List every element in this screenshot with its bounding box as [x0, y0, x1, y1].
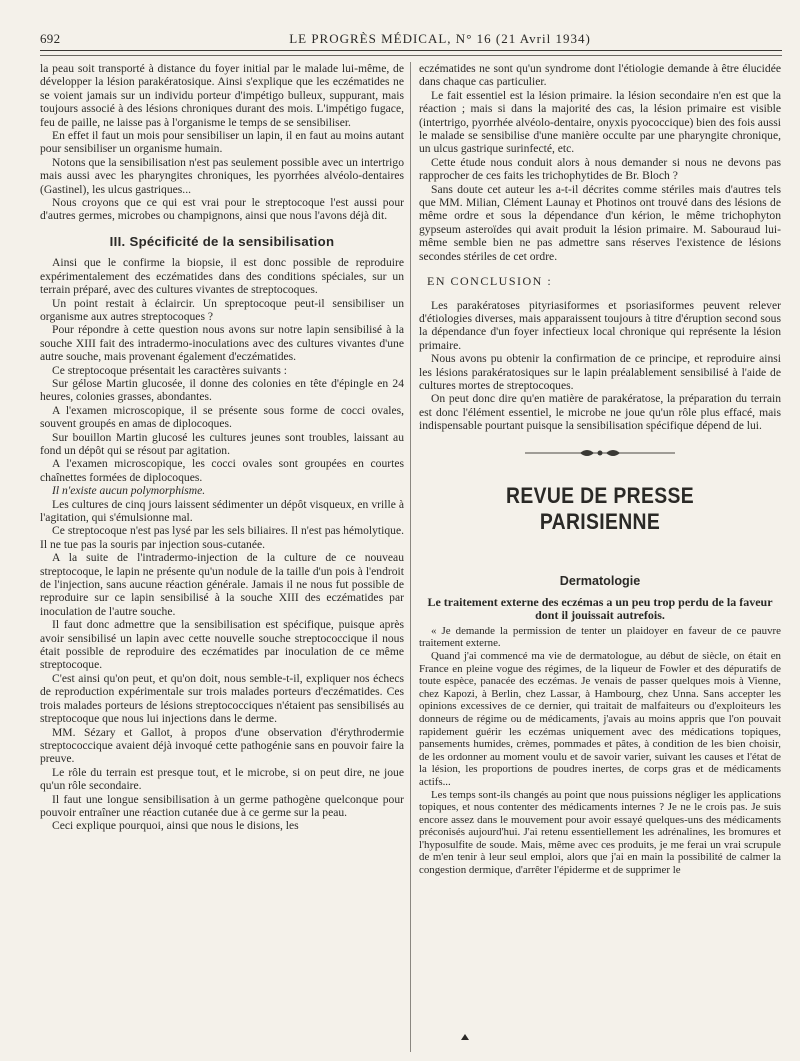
paragraph: Pour répondre à cette question nous avons sur notre lapin sensibilisé à la souche XIII fait des intradermo-inoculations avec des cultures vivantes d'une autre souche, mais provenant également d'eczématides. — [40, 323, 404, 364]
paragraph: En effet il faut un mois pour sensibiliser un lapin, il en faut au moins autant pour sensibiliser un organisme humain. — [40, 129, 404, 156]
paragraph: Nous avons pu obtenir la confirmation de ce principe, et reproduire ainsi les lésions parakératosiques sur le lapin préalablement sensibilisé à l'aide de cultures mortes de streptocoques. — [419, 352, 781, 392]
ornament-divider-icon — [525, 447, 675, 459]
paragraph: C'est ainsi qu'on peut, et qu'on doit, nous semble-t-il, expliquer nos échecs de reproduction expérimentale sur trois malades porteurs d'eczématides. Ces trois malades porteurs de lésions streptococciques n'étaient pas sensibilisés au streptocoque que nous lui injections dans le derme. — [40, 671, 404, 726]
running-title: LE PROGRÈS MÉDICAL, N° 16 (21 Avril 1934) — [289, 31, 591, 46]
paragraph: A la suite de l'intradermo-injection de la culture de ce nouveau streptocoque, le lapin ne présente qu'un nodule de la taille d'un pois à l'endroit de l'injection, sans aucune réaction générale. Jamais il ne nous fut possible de reproduire sur ce lapin sensibilisé à la souche XIII des eczématides par inoculation de l'autre souche. — [40, 551, 404, 618]
paragraph: Ainsi que le confirme la biopsie, il est donc possible de reproduire expérimentalement des eczématides dans des conditions spéciales, sur un terrain préparé, avec des cultures vivantes de streptocoques. — [40, 256, 404, 297]
paragraph: On peut donc dire qu'en matière de parakératose, la préparation du terrain est donc l'élément essentiel, le microbe ne joue qu'un rôle plus effacé, mais indispensable pourtant puisque la sensibilisation spécifique dépend de lui. — [419, 392, 781, 433]
paragraph: Le rôle du terrain est presque tout, et le microbe, si on peut dire, ne joue qu'un rôle secondaire. — [40, 765, 404, 793]
paragraph: Notons que la sensibilisation n'est pas seulement possible avec un intertrigo mais aussi avec les pharyngites chroniques, les pyorrhées alvéolo-dentaires (Gastinel), les ulcus gastriques... — [40, 155, 404, 196]
paragraph: Il faut donc admettre que la sensibilisation est spécifique, puisque après avoir sensibilisé un lapin avec cette nouvelle souche streptococcique il nous était possible de reproduire des eczématides par inoculation de ce même streptocoque. — [40, 618, 404, 672]
paragraph: Sur gélose Martin glucosée, il donne des colonies en tête d'épingle en 24 heures, colonies grasses, abondantes. — [40, 376, 404, 404]
paragraph: Les parakératoses pityriasiformes et psoriasiformes peuvent relever d'étiologies diverses, mais apparaissent toujours à titre d'éruption second sous la dépendance d'un foyer infectieux local chronique qui représente la lésion primaire. — [419, 298, 781, 352]
paragraph: Les temps sont-ils changés au point que nous puissions négliger les applications topiques, et nous contenter des médicaments internes ? Je ne le crois pas. Je suis encore assez dans le mouvement pour avoir essayé quelques-uns des médicaments préconisés aujourd'hui. J'ai retenu essentiellement les adrénalines, les bromures et l'hyposulfite de soude. Mais, même avec ces produits, je me ferai un vrai scrupule de m'en tenir à leur seul emploi, alors que j'ai en main la possibilité de calmer la congestion dermique, d'arrêter l'épiderme et de supprimer le — [419, 788, 781, 877]
paragraph: Nous croyons que ce qui est vrai pour le streptocoque l'est aussi pour d'autres germes, microbes ou champignons, ainsi que nous l'avons déjà dit. — [40, 196, 404, 223]
paragraph: Il faut une longue sensibilisation à un germe pathogène quelconque pour pouvoir entraîner une réaction cutanée due à ce germe sur la peau. — [40, 792, 404, 819]
paragraph: A l'examen microscopique, il se présente sous forme de cocci ovales, souvent groupés en amas de diplocoques. — [40, 403, 404, 431]
header-rule — [40, 50, 782, 51]
section-title: REVUE DE PRESSE PARISIENNE — [506, 482, 694, 534]
paragraph: « Je demande la permission de tenter un plaidoyer en faveur de ce pauvre traitement externe. — [419, 624, 781, 650]
italic-line: Il n'existe aucun polymorphisme. — [52, 484, 206, 498]
right-column — [419, 62, 781, 1052]
paragraph: eczématides ne sont qu'un syndrome dont l'étiologie demande à être élucidée dans chaque cas particulier. — [419, 62, 781, 89]
page-number: 692 — [40, 31, 61, 46]
header-rule-thin — [40, 55, 782, 56]
paragraph: Un point restait à éclaircir. Un spreptocoque peut-il sensibiliser un organisme aux autres streptocoques ? — [40, 296, 404, 323]
paragraph: la peau soit transporté à distance du foyer initial par le malade lui-même, de développer la lésion parakératosique. Ainsi s'explique que les eczématides ne se voient jamais sur un individu porteur d'impétigo bulleux, suppurant, mais toujours associé à des lésions chroniques durant des mois. L'impétigo fugace, feu de paille, ne laisse pas à l'organisme le temps de se sensibiliser. — [40, 62, 404, 129]
paragraph: Ceci explique pourquoi, ainsi que nous le disions, les — [52, 819, 299, 833]
paragraph: MM. Sézary et Gallot, à propos d'une observation d'érythrodermie streptococcique avaient déjà invoqué cette pathogénie sans en pouvoir faire la preuve. — [40, 725, 404, 766]
paragraph: A l'examen microscopique, les cocci ovales sont groupées en courtes chaînettes formées de diplocoques. — [40, 457, 404, 484]
running-header — [40, 31, 792, 47]
print-mark-icon — [460, 1032, 470, 1042]
paragraph: Ce streptocoque n'est pas lysé par les sels biliaires. Il n'est pas hémolytique. Il ne tue pas la souris par injection sous-cutanée. — [40, 524, 404, 551]
paragraph: Cette étude nous conduit alors à nous demander si nous ne devons pas rapprocher de ces faits les trichophytides de Br. Bloch ? — [419, 155, 781, 183]
section-heading: III. Spécificité de la sensibilisation — [109, 233, 335, 249]
subsection-heading: Dermatologie — [559, 573, 641, 588]
article-title: Le traitement externe des eczémas a un peu trop perdu de la faveur dont il jouissait autrefois. — [427, 594, 773, 623]
column-divider — [410, 62, 411, 1052]
paragraph: Les cultures de cinq jours laissent sédimenter un dépôt visqueux, en vrille à l'agitation, qui s'émulsionne mal. — [40, 497, 404, 524]
paragraph: Le fait essentiel est la lésion primaire. la lésion secondaire n'en est que la réaction ; mais si dans la majorité des cas, la lésion primaire est visible (intertrigo, pyorrhée alvéolo-dentaire, onyxis pyococcique) bien des fois aussi le malade se sensibilise d'une manière occulte par une pharyngite chronique, un ulcus gastrique surinfecté, etc. — [419, 88, 781, 156]
paragraph: Sur bouillon Martin glucosé les cultures jeunes sont troubles, laissant au fond un dépôt qui se résout par agitation. — [40, 430, 404, 457]
paragraph: Sans doute cet auteur les a-t-il décrites comme stériles mais d'autres tels que MM. Milian, Clément Launay et Photinos ont trouvé dans des lésions de même ordre et sous la dépendance d'un kérion, le même trichophyton gypseum asteroïdes qui avait produit la lésion primaire. M. Sabouraud lui-même semble bien ne pas admettre sans réserves l'existence de lésions secondes stériles de cet ordre. — [419, 182, 781, 263]
paragraph: Ce streptocoque présentait les caractères suivants : — [52, 363, 288, 377]
conclusion-heading: EN CONCLUSION : — [427, 274, 553, 289]
left-column — [40, 62, 404, 1052]
paragraph: Quand j'ai commencé ma vie de dermatologue, au début de siècle, on était en France en pleine vogue des régimes, de la liqueur de Fowler et des dépuratifs de toute espèce, panacée des eczémas. Je venais de passer quelques mois à Vienne, chez Kapozi, à Berlin, chez Lassar, à Hambourg, chez Unna. Sans accepter les opinions excessives de ce dernier, qui traitait de malfaiteurs ou d'exploiteurs les donneurs de régime ou de médicaments, j'avais au moins appris que l'on pouvait rapidement guérir les eczémas uniquement avec des médications topiques, pansements humides, crèmes, pommades et pâtes, à condition de les bien choisir, de les ordonner au moment voulu et de savoir varier, suivant les causes et l'état de la lésion, les proportions de poudres inertes, de corps gras et de médicaments actifs... — [419, 649, 781, 788]
